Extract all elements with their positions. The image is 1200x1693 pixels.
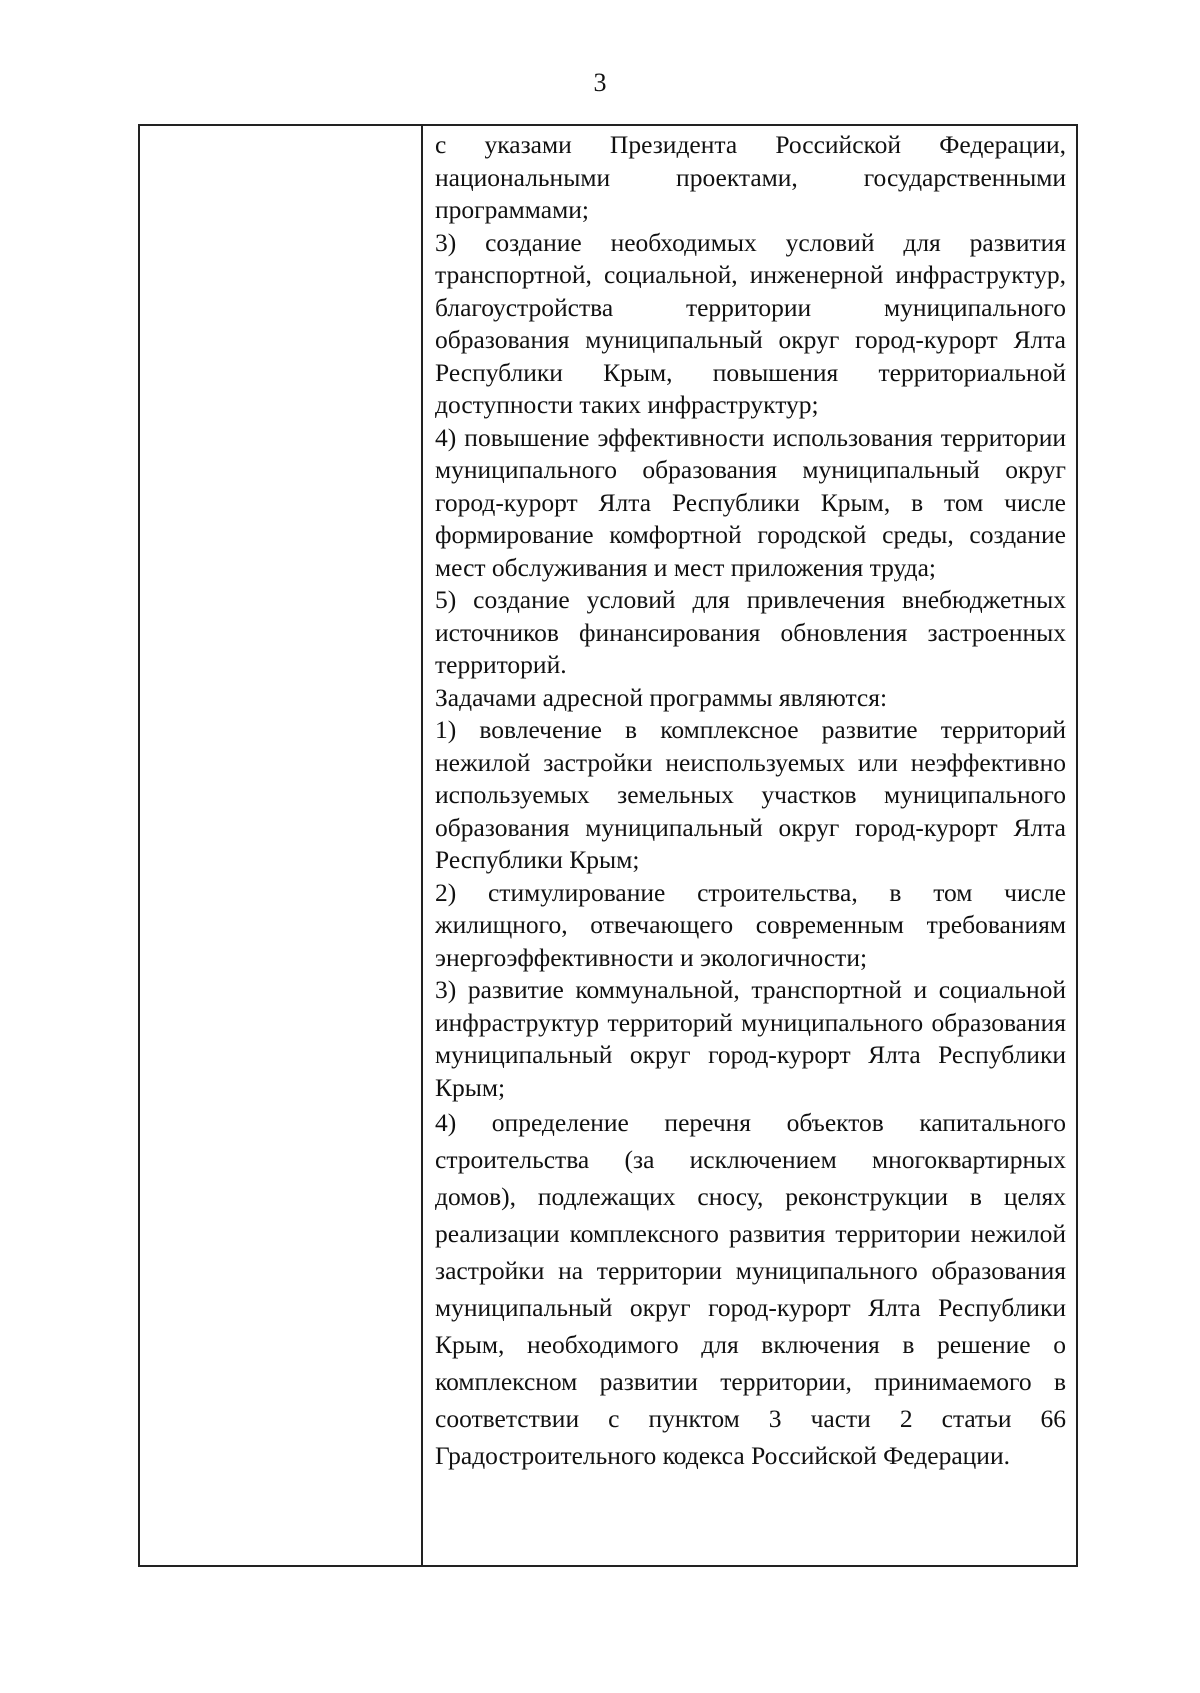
paragraph-task-4: 4) определение перечня объектов капитального строительства (за исключением многоквартирных домов), подлежащих сносу, реконструкции в целях реализации комплексного развития территории нежилой застройки на территории муниципального образования муниципальный округ город-курорт Ялта Республики Крым, необходимого для включения в решение о комплексном развитии территории, принимаемого в соответствии с пунктом 3 части 2 статьи 66 Градостроительного кодекса Российской Федерации. [435, 1108, 1066, 1470]
document-table [138, 124, 1078, 1567]
paragraph-continuation: с указами Президента Российской Федерации, национальными проектами, государственными программами; [435, 130, 1066, 224]
paragraph-goal-5: 5) создание условий для привлечения внебюджетных источников финансирования обновления застроенных территорий. [435, 585, 1066, 679]
paragraph-task-1: 1) вовлечение в комплексное развитие территорий нежилой застройки неиспользуемых или неэффективно используемых земельных участков муниципального образования муниципальный округ город-курорт Ялта Республики Крым; [435, 715, 1066, 874]
paragraph-goal-3: 3) создание необходимых условий для развития транспортной, социальной, инженерной инфраструктур, благоустройства территории муниципального образования муниципальный округ город-курорт Ялта Республики Крым, повышения территориальной доступности таких инфраструктур; [435, 227, 1066, 419]
table-right-cell [423, 126, 1076, 1565]
table-left-cell [140, 126, 423, 1565]
paragraph-task-2: 2) стимулирование строительства, в том числе жилищного, отвечающего современным требованиям энергоэффективности и экологичности; [435, 877, 1066, 972]
page-number: 3 [593, 68, 607, 97]
paragraph-goal-4: 4) повышение эффективности использования территории муниципального образования муниципальный округ город-курорт Ялта Республики Крым, в том числе формирование комфортной городской среды, создание мест обслуживания и мест приложения труда; [435, 422, 1066, 582]
paragraph-task-3: 3) развитие коммунальной, транспортной и социальной инфраструктур территорий муниципального образования муниципальный округ город-курорт Ялта Республики Крым; [435, 975, 1066, 1102]
paragraph-tasks-heading: Задачами адресной программы являются: [435, 682, 888, 712]
